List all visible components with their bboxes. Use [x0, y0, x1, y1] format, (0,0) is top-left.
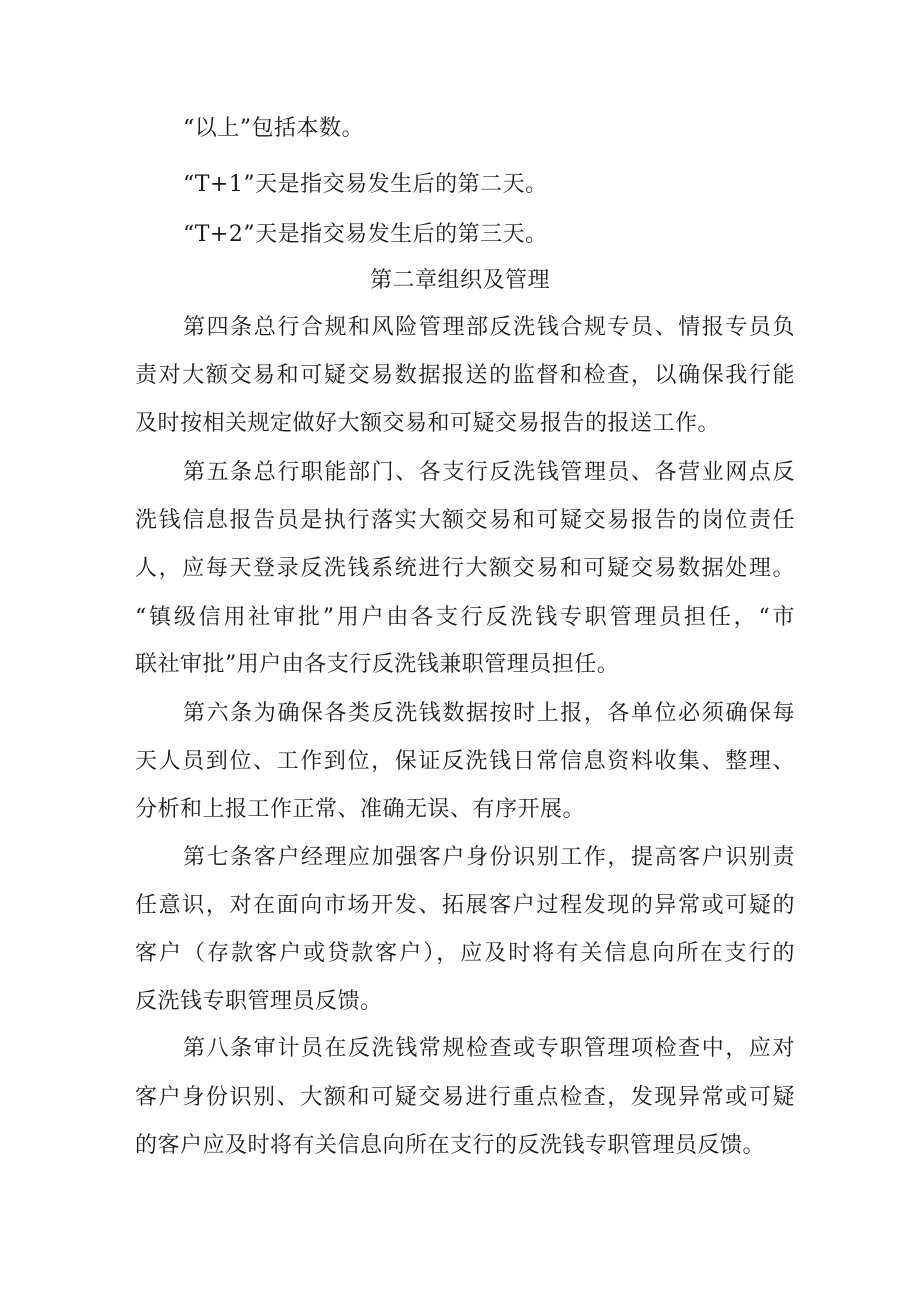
definition-inclusive: “以上”包括本数。 [183, 116, 364, 141]
article-6-line-2: 天人员到位、工作到位，保证反洗钱日常信息资料收集、整理、 [135, 749, 795, 774]
article-7-line-3: 客户（存款客户或贷款客户），应及时将有关信息向所在支行的 [135, 941, 795, 966]
article-6-line-3: 分析和上报工作正常、准确无误、有序开展。 [135, 797, 586, 822]
article-5-line-3: 人，应每天登录反洗钱系统进行大额交易和可疑交易数据处理。 [135, 556, 795, 581]
article-8-line-1: 第八条审计员在反洗钱常规检查或专职管理项检查中，应对 [183, 1036, 795, 1061]
article-4-line-1: 第四条总行合规和风险管理部反洗钱合规专员、情报专员负 [183, 315, 795, 340]
article-5-line-1: 第五条总行职能部门、各支行反洗钱管理员、各营业网点反 [183, 460, 795, 485]
article-5-line-5: 联社审批”用户由各支行反洗钱兼职管理员担任。 [135, 652, 620, 677]
definition-t-plus-2: “T+2”天是指交易发生后的第三天。 [183, 222, 548, 247]
definition-t-plus-1: “T+1”天是指交易发生后的第二天。 [183, 172, 548, 197]
article-7-line-2: 任意识，对在面向市场开发、拓展客户过程发现的异常或可疑的 [135, 893, 795, 918]
article-6-line-1: 第六条为确保各类反洗钱数据按时上报，各单位必须确保每 [183, 701, 795, 726]
article-5-line-4: “镇级信用社审批”用户由各支行反洗钱专职管理员担任，“市 [135, 605, 795, 630]
article-8-line-2: 客户身份识别、大额和可疑交易进行重点检查，发现异常或可疑 [135, 1085, 795, 1110]
article-7-line-4: 反洗钱专职管理员反馈。 [135, 989, 383, 1014]
article-4-line-2: 责对大额交易和可疑交易数据报送的监督和检查，以确保我行能 [135, 363, 795, 388]
article-7-line-1: 第七条客户经理应加强客户身份识别工作，提高客户识别责 [183, 845, 795, 870]
article-5-line-2: 洗钱信息报告员是执行落实大额交易和可疑交易报告的岗位责任 [135, 508, 795, 533]
article-4-line-3: 及时按相关规定做好大额交易和可疑交易报告的报送工作。 [135, 411, 721, 436]
article-8-line-3: 的客户应及时将有关信息向所在支行的反洗钱专职管理员反馈。 [135, 1133, 766, 1158]
chapter-title: 第二章组织及管理 [369, 268, 550, 293]
